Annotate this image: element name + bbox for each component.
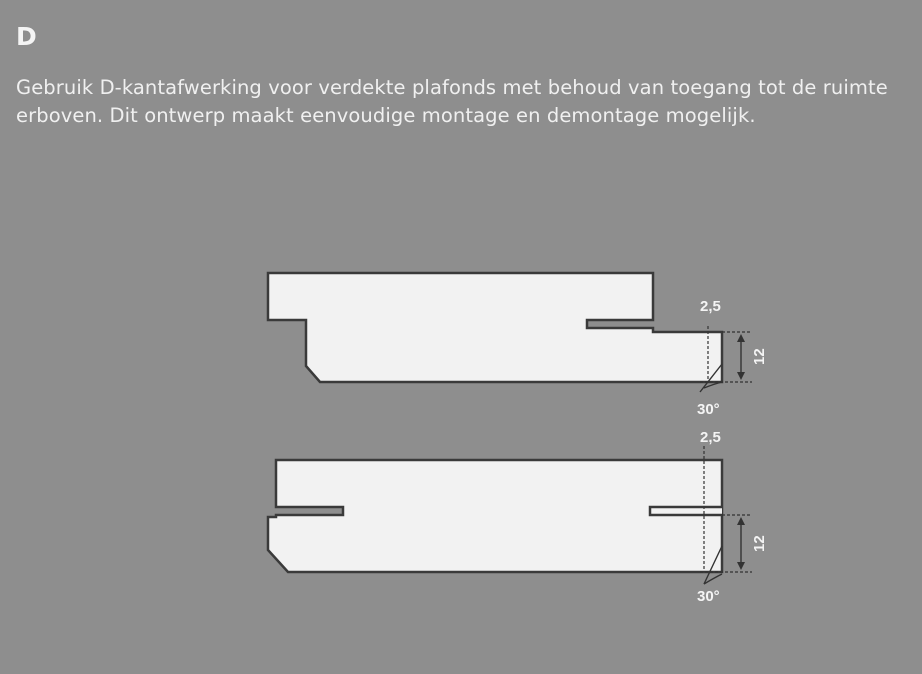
bottom-edge-profile <box>268 429 768 605</box>
bottom-height-arrow-down <box>737 562 745 570</box>
section-description: Gebruik D-kantafwerking voor verdekte plafonds met behoud van toegang tot de ruimte erboven. Dit ontwerp maakt eenvoudige montage en demontage mogelijk. <box>16 76 888 127</box>
top-height-arrow-down <box>737 372 745 380</box>
bottom-angle-label: 30° <box>697 588 720 605</box>
top-offset-label: 2,5 <box>700 298 721 315</box>
section-heading: D <box>16 22 37 51</box>
top-angle-label: 30° <box>697 401 720 418</box>
bottom-height-label: 12 <box>751 535 768 552</box>
top-height-label: 12 <box>751 348 768 365</box>
bottom-height-arrow-up <box>737 517 745 525</box>
bottom-offset-label: 2,5 <box>700 429 721 446</box>
top-height-arrow-up <box>737 334 745 342</box>
top-profile-shape <box>268 273 722 382</box>
bottom-right-groove <box>650 507 722 515</box>
top-edge-profile <box>268 273 768 418</box>
